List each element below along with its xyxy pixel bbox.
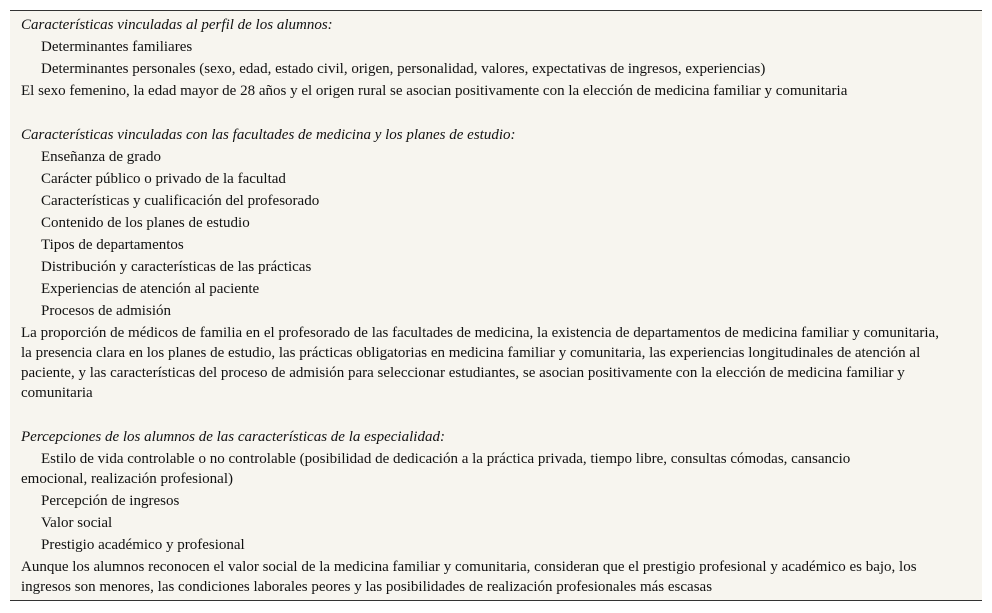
factors-table	[10, 10, 982, 601]
section-faculties	[21, 124, 982, 403]
section-perceptions	[21, 426, 982, 597]
list-item: Percepción de ingresos	[41, 493, 180, 509]
section-conclusion: Aunque los alumnos reconocen el valor social de la medicina familiar y comunitaria, consideran que el prestigio profesional y académico es bajo, los ingresos son menores, las condiciones laborales peores y las posibilidades de realización profesionales más escasas	[21, 559, 917, 595]
section-conclusion: El sexo femenino, la edad mayor de 28 años y el origen rural se asocian positivamente con la elección de medicina familiar y comunitaria	[21, 83, 848, 99]
list-item: Prestigio académico y profesional	[41, 537, 245, 553]
list-item: Procesos de admisión	[41, 303, 171, 319]
list-item: Valor social	[41, 515, 113, 531]
section-conclusion: La proporción de médicos de familia en el profesorado de las facultades de medicina, la existencia de departamentos de medicina familiar y comunitaria, la presencia clara en los planes de estudio, las prácticas obligatorias en medicina familiar y comunitaria, las experiencias longitudinales de atención al paciente, y las características del proceso de admisión para seleccionar estudiantes, se asocian positivamente con la elección de medicina familiar y comunitaria	[21, 325, 939, 401]
section-student-profile	[21, 14, 982, 102]
list-item: Contenido de los planes de estudio	[41, 215, 250, 231]
section-heading: Características vinculadas con las facultades de medicina y los planes de estudio:	[21, 127, 516, 143]
section-heading: Percepciones de los alumnos de las características de la especialidad:	[21, 429, 445, 445]
section-heading: Características vinculadas al perfil de los alumnos:	[21, 17, 333, 33]
list-item: Determinantes personales (sexo, edad, estado civil, origen, personalidad, valores, expectativas de ingresos, experiencias)	[41, 61, 766, 77]
section-spacer	[21, 404, 982, 426]
list-item: Distribución y características de las prácticas	[41, 259, 312, 275]
list-item: Características y cualificación del profesorado	[41, 193, 320, 209]
section-spacer	[21, 102, 982, 124]
list-item: Enseñanza de grado	[41, 149, 161, 165]
list-item: Tipos de departamentos	[41, 237, 184, 253]
list-item: Estilo de vida controlable o no controlable (posibilidad de dedicación a la práctica privada, tiempo libre, consultas cómodas, cansancio emocional, realización profesional)	[21, 451, 851, 487]
list-item: Experiencias de atención al paciente	[41, 281, 260, 297]
list-item: Determinantes familiares	[41, 39, 193, 55]
list-item: Carácter público o privado de la facultad	[41, 171, 286, 187]
